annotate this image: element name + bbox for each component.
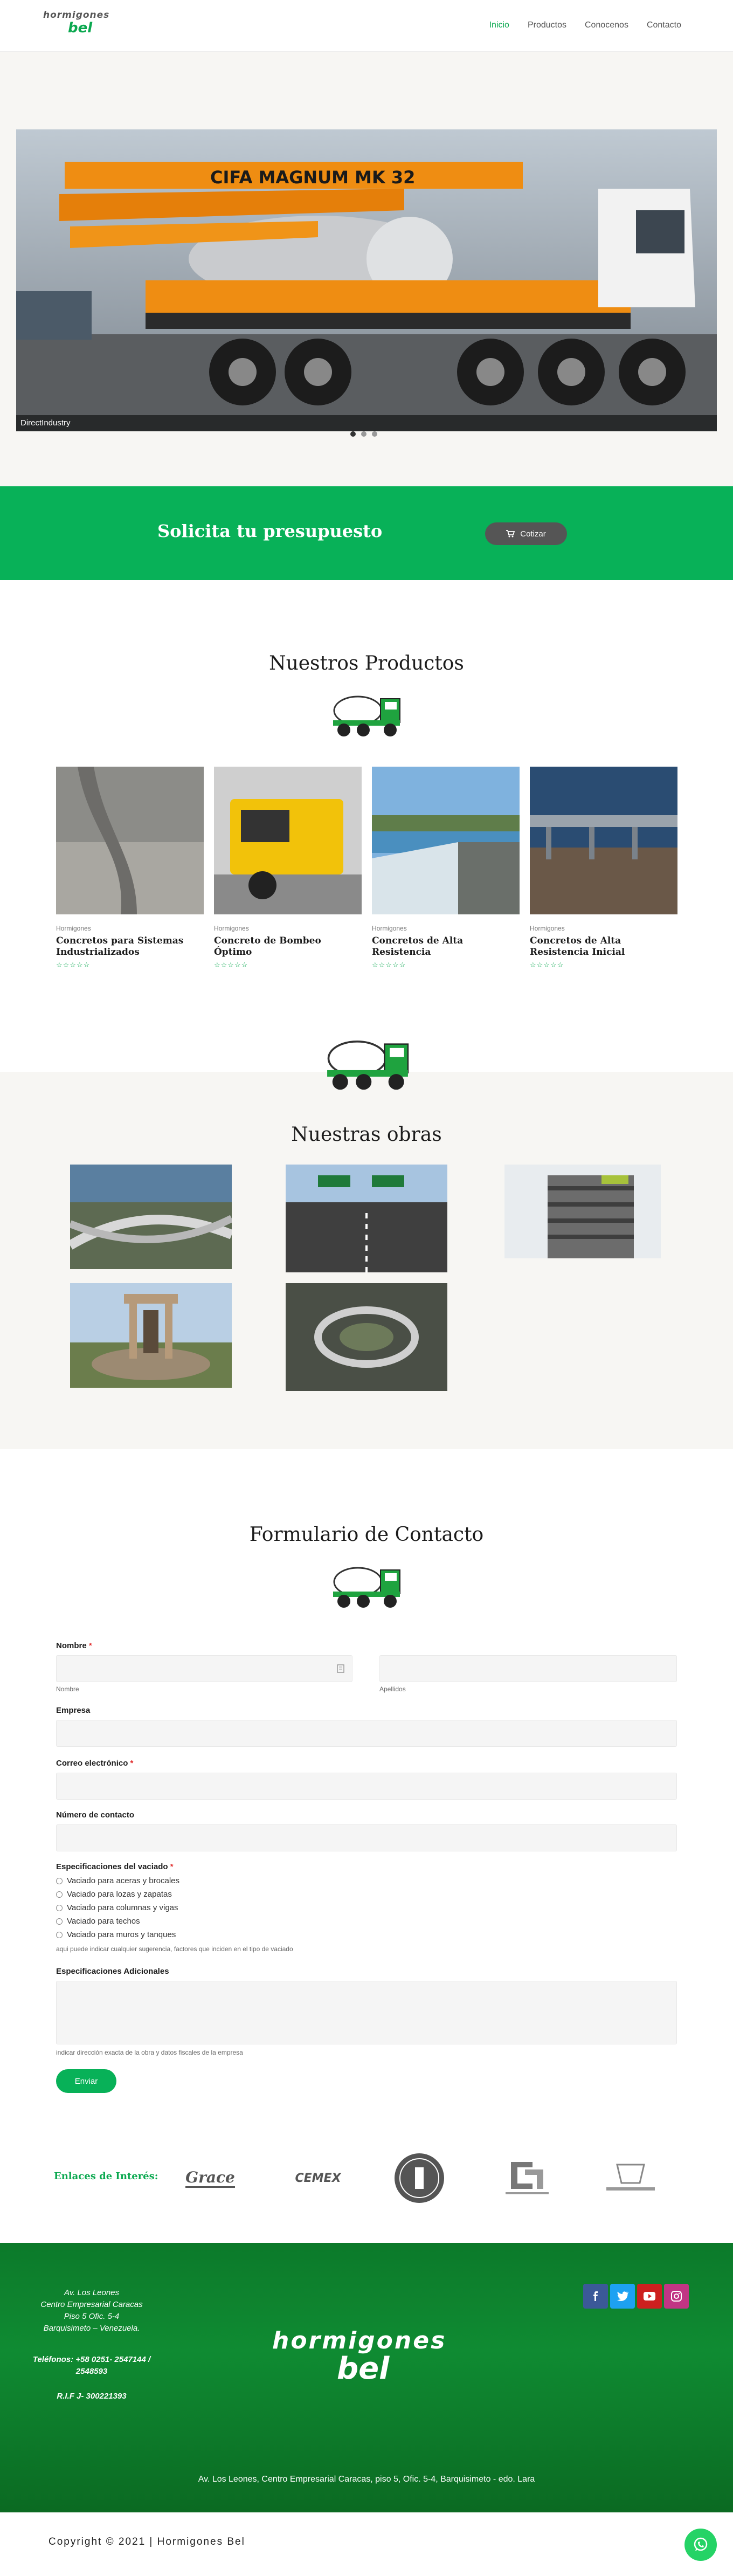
footer-address: Av. Los Leones Centro Empresarial Caracas Piso 5 Ofic. 5-4 Barquisimeto – Venezuela. Teléfonos: +58 0251- 2547144 / 2548593 R.I.F J- 300221393	[22, 2287, 162, 2402]
company-input[interactable]	[56, 1720, 677, 1747]
footer-rif: R.I.F J- 300221393	[57, 2392, 127, 2401]
work-image-building[interactable]	[504, 1165, 661, 1258]
footer-logo[interactable]: hormigones bel	[272, 2327, 447, 2386]
work-image-interchange[interactable]	[286, 1283, 447, 1391]
spec-option[interactable]: Vaciado para lozas y zapatas	[56, 1890, 172, 1899]
email-input[interactable]	[56, 1773, 677, 1800]
rating-stars: ☆☆☆☆☆	[214, 960, 248, 969]
company-label: Empresa	[56, 1706, 91, 1715]
radio-circle[interactable]	[56, 1918, 63, 1925]
partner-logo-tech[interactable]	[598, 2151, 663, 2205]
slide-caption: DirectIndustry	[16, 415, 717, 431]
hero-slider[interactable]	[16, 129, 717, 431]
send-button[interactable]: Enviar	[56, 2069, 116, 2093]
product-card[interactable]: Hormigones Concretos para Sistemas Industrializados ☆☆☆☆☆	[56, 767, 204, 969]
product-image-dam	[372, 767, 520, 914]
phone-label: Número de contacto	[56, 1810, 135, 1820]
contact-title: Formulario de Contacto	[249, 1524, 484, 1546]
spec-option[interactable]: Vaciado para columnas y vigas	[56, 1903, 178, 1912]
product-name[interactable]: Concretos de Alta Resistencia Inicial	[530, 935, 625, 958]
products-title: Nuestros Productos	[269, 652, 464, 674]
partner-logo-cemex[interactable]: CEMEX	[295, 2171, 341, 2185]
slider-dot-1[interactable]	[350, 431, 356, 437]
nav-productos[interactable]: Productos	[527, 20, 566, 30]
email-label: Correo electrónico *	[56, 1759, 134, 1768]
partner-logo-chamber[interactable]	[496, 2151, 558, 2205]
work-image-road[interactable]	[286, 1165, 447, 1272]
rating-stars: ☆☆☆☆☆	[372, 960, 406, 969]
additional-help: indicar dirección exacta de la obra y datos fiscales de la empresa	[56, 2049, 243, 2056]
main-nav	[489, 20, 681, 30]
footer-bottom-address: Av. Los Leones, Centro Empresarial Caracas, piso 5, Ofic. 5-4, Barquisimeto - edo. Lara	[198, 2475, 535, 2484]
product-card[interactable]: Hormigones Concretos de Alta Resistencia ☆☆☆☆☆	[372, 767, 520, 969]
spec-label: Especificaciones del vaciado *	[56, 1862, 174, 1871]
radio-circle[interactable]	[56, 1932, 63, 1938]
concrete-pump-truck-image	[16, 129, 717, 431]
links-title: Enlaces de Interés:	[54, 2171, 158, 2182]
hero-section	[0, 52, 733, 486]
tech-logo-icon	[601, 2159, 660, 2197]
quote-banner	[0, 486, 733, 580]
cart-icon	[506, 530, 515, 538]
spec-help: aqui puede indicar cualquier sugerencia, factores que inciden en el tipo de vaciado	[56, 1945, 293, 1953]
quote-button[interactable]: Cotizar	[485, 522, 567, 545]
product-name[interactable]: Concreto de Bombeo Óptimo	[214, 935, 321, 958]
product-name[interactable]: Concretos de Alta Resistencia	[372, 935, 464, 958]
name-label: Nombre *	[56, 1641, 92, 1650]
mixer-truck-icon	[331, 1558, 402, 1610]
first-name-help: Nombre	[56, 1685, 79, 1693]
instagram-icon[interactable]	[664, 2284, 689, 2309]
last-name-input[interactable]	[379, 1655, 677, 1682]
site-header	[0, 0, 733, 52]
works-title: Nuestras obras	[291, 1124, 442, 1146]
product-card[interactable]: Hormigones Concretos de Alta Resistencia Inicial ☆☆☆☆☆	[530, 767, 677, 969]
rating-stars: ☆☆☆☆☆	[530, 960, 564, 969]
phone-input[interactable]	[56, 1824, 677, 1851]
nav-conocenos[interactable]: Conocenos	[585, 20, 628, 30]
slider-dot-3[interactable]	[372, 431, 377, 437]
mixer-truck-icon	[324, 1030, 411, 1092]
radio-circle[interactable]	[56, 1905, 63, 1911]
chamber-logo-icon	[500, 2157, 554, 2200]
slider-dots	[350, 431, 377, 437]
seal-logo-icon	[393, 2152, 445, 2204]
rating-stars: ☆☆☆☆☆	[56, 960, 91, 969]
spec-option[interactable]: Vaciado para techos	[56, 1917, 140, 1926]
footer-phone: Teléfonos: +58 0251- 2547144 / 2548593	[32, 2355, 151, 2376]
work-image-highway[interactable]	[70, 1165, 232, 1269]
truck-boom-label: CIFA MAGNUM MK 32	[210, 167, 416, 188]
additional-textarea[interactable]	[56, 1981, 677, 2044]
quote-banner-title: Solicita tu presupuesto	[157, 521, 383, 541]
mixer-truck-icon	[331, 687, 402, 739]
product-image-concrete-pour	[56, 767, 204, 914]
spec-option[interactable]: Vaciado para aceras y brocales	[56, 1876, 179, 1885]
last-name-help: Apellidos	[379, 1685, 406, 1693]
spec-option[interactable]: Vaciado para muros y tanques	[56, 1930, 176, 1939]
partner-logo-seal[interactable]	[388, 2151, 451, 2205]
first-name-input[interactable]	[56, 1655, 352, 1682]
nav-inicio[interactable]: Inicio	[489, 20, 509, 30]
copyright: Copyright © 2021 | Hormigones Bel	[49, 2536, 245, 2547]
facebook-icon[interactable]	[583, 2284, 608, 2309]
radio-circle[interactable]	[56, 1891, 63, 1898]
whatsapp-icon[interactable]	[684, 2529, 717, 2561]
product-card[interactable]: Hormigones Concreto de Bombeo Óptimo ☆☆☆☆☆	[214, 767, 362, 969]
contact-card-icon	[337, 1664, 344, 1673]
partner-logo-grace[interactable]: Grace	[178, 2151, 243, 2205]
site-logo[interactable]: hormigones bel	[43, 10, 110, 36]
youtube-icon[interactable]	[637, 2284, 662, 2309]
radio-circle[interactable]	[56, 1878, 63, 1884]
nav-contacto[interactable]: Contacto	[646, 20, 681, 30]
product-name[interactable]: Concretos para Sistemas Industrializados	[56, 935, 184, 958]
additional-label: Especificaciones Adicionales	[56, 1967, 169, 1976]
twitter-icon[interactable]	[610, 2284, 635, 2309]
site-footer	[0, 2243, 733, 2512]
product-image-pump-machine	[214, 767, 362, 914]
social-links	[583, 2284, 689, 2309]
product-image-bridge	[530, 767, 677, 914]
work-image-monument[interactable]	[70, 1283, 232, 1388]
slider-dot-2[interactable]	[361, 431, 366, 437]
